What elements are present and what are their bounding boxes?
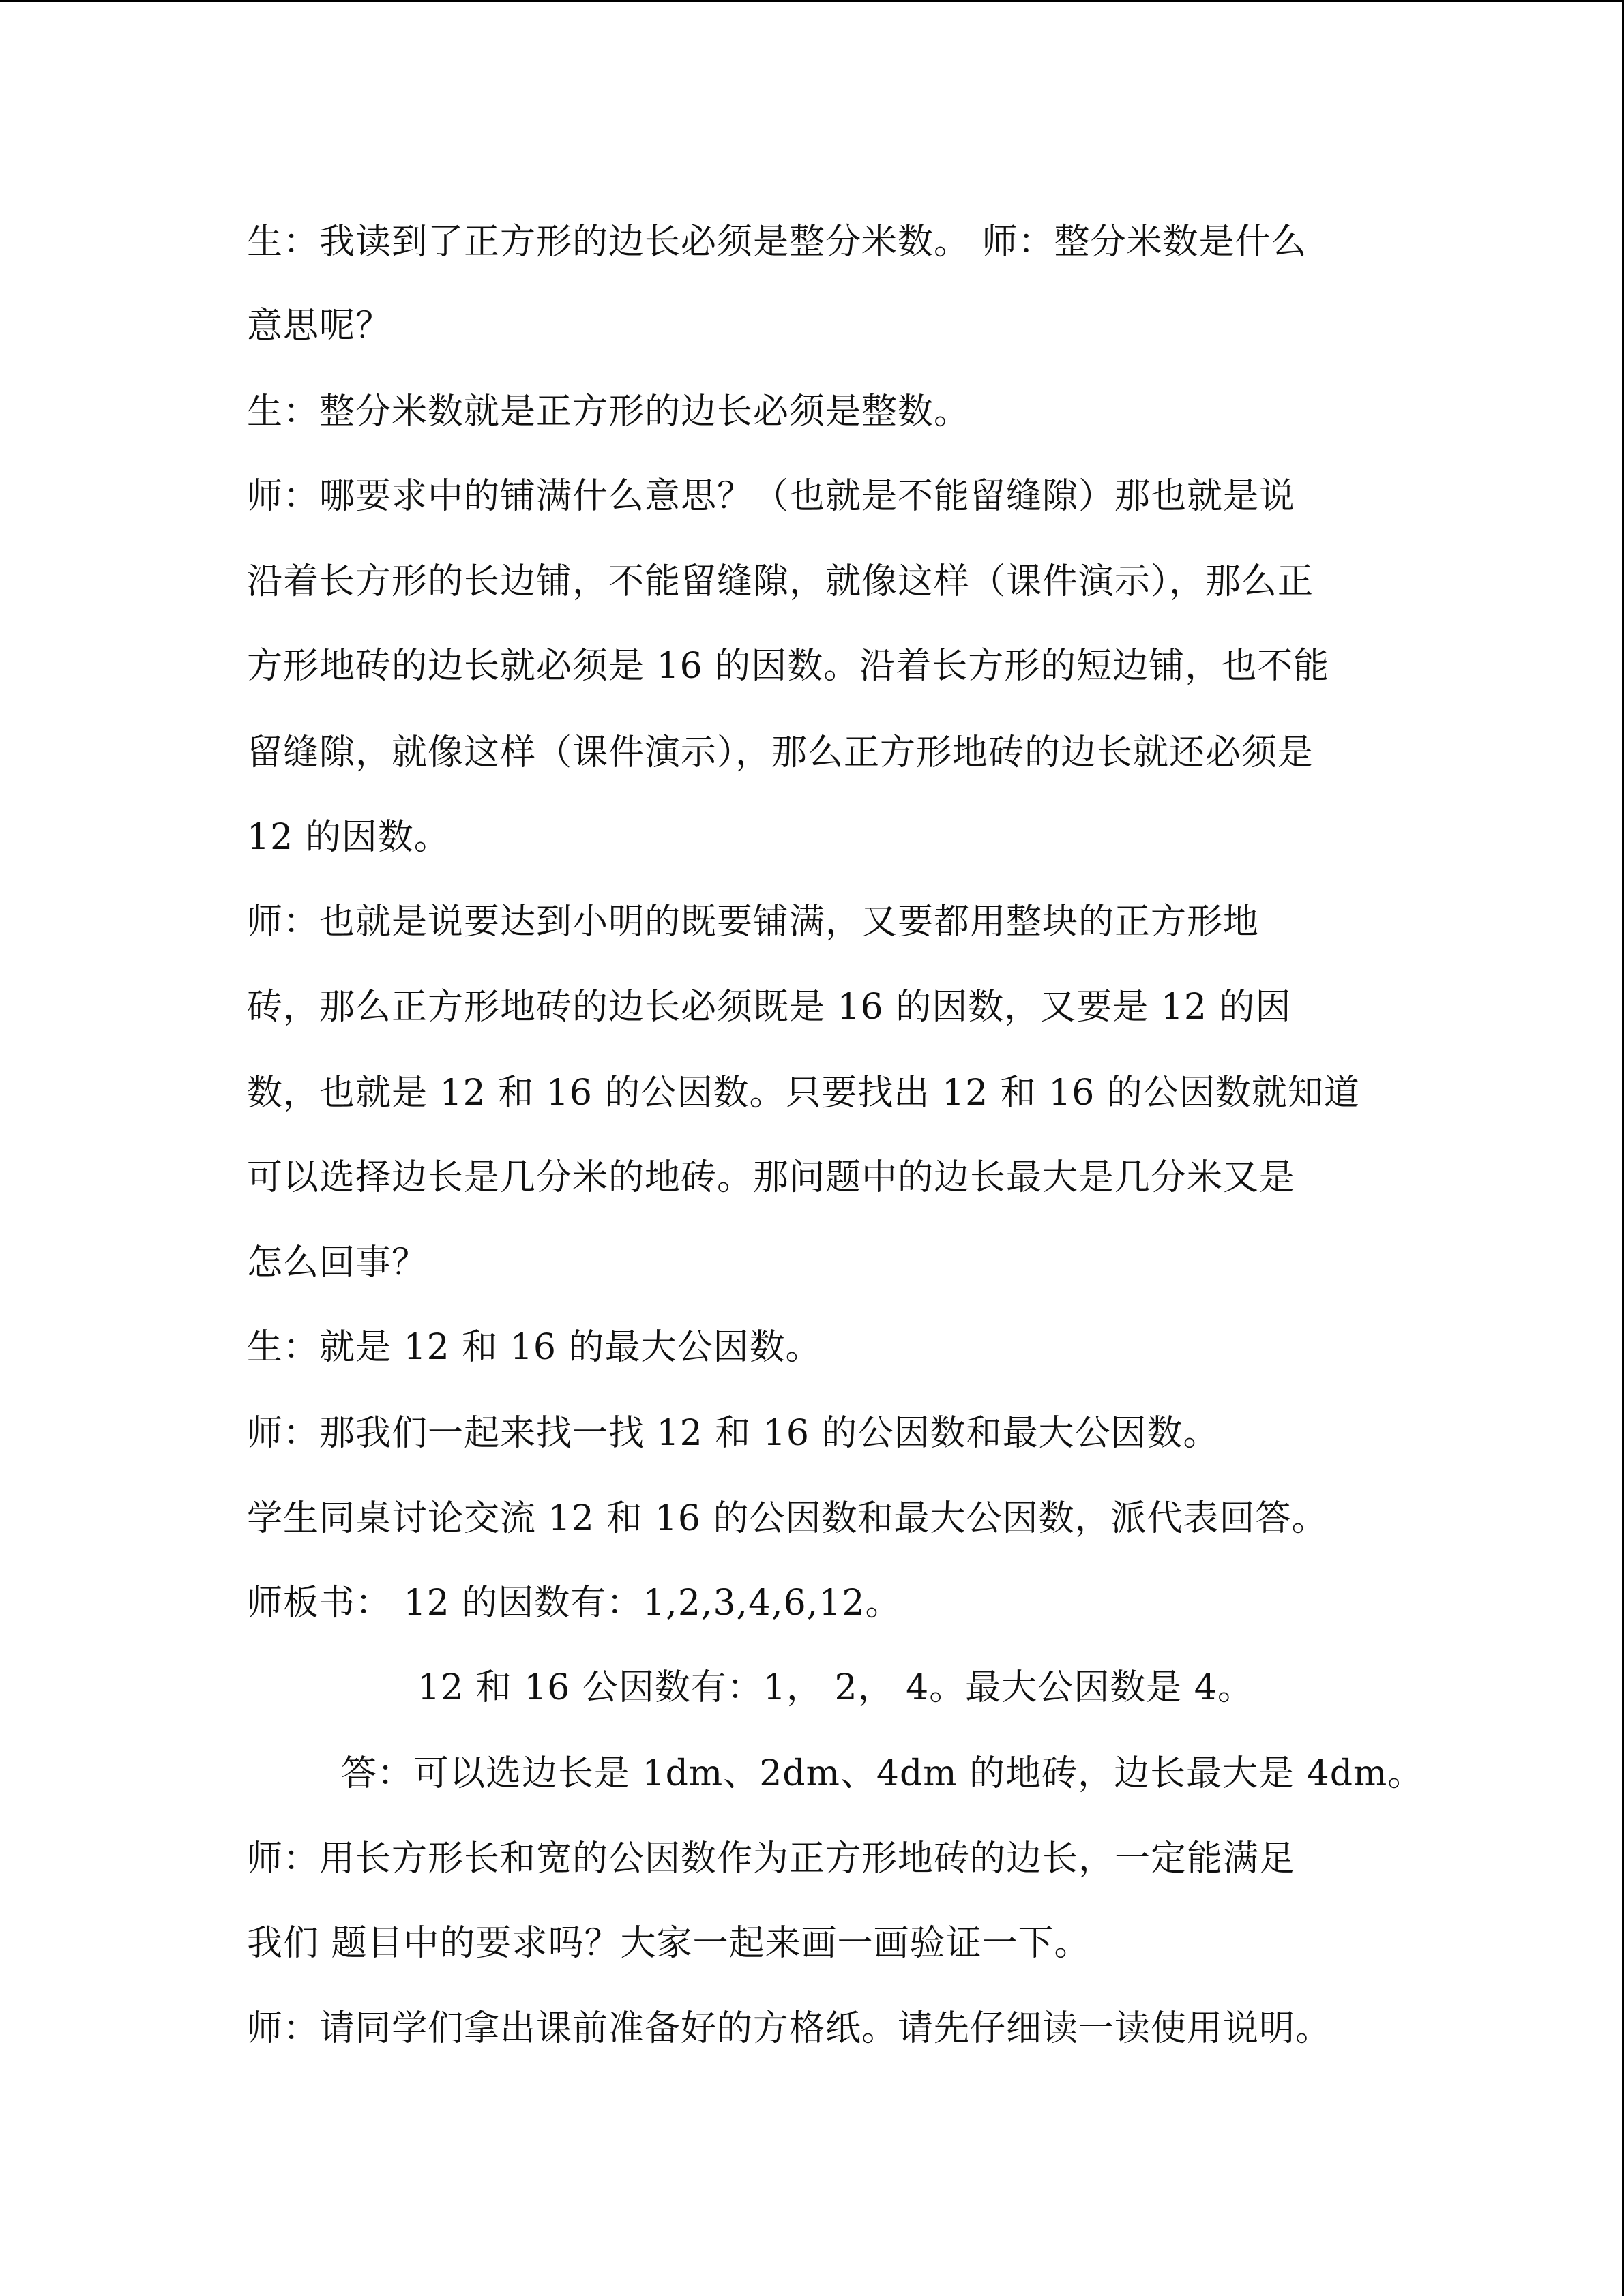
text-line: 师：用长方形长和宽的公因数作为正方形地砖的边长，一定能满足 bbox=[247, 1838, 1296, 1879]
text-line: 师：哪要求中的铺满什么意思？（也就是不能留缝隙）那也就是说 bbox=[247, 476, 1296, 517]
text-line: 师：也就是说要达到小明的既要铺满，又要都用整块的正方形地 bbox=[247, 901, 1260, 942]
text-line: 留缝隙，就像这样（课件演示），那么正方形地砖的边长就还必须是 bbox=[247, 732, 1314, 773]
text-line: 12 的因数。 bbox=[247, 817, 450, 858]
text-line: 砖，那么正方形地砖的边长必须既是 16 的因数，又要是 12 的因 bbox=[247, 987, 1292, 1028]
text-line: 意思呢？ bbox=[247, 305, 392, 346]
text-line: 答：可以选边长是 1dm、2dm、4dm 的地砖，边长最大是 4dm。 bbox=[341, 1753, 1424, 1794]
text-line: 生：就是 12 和 16 的最大公因数。 bbox=[247, 1327, 822, 1368]
text-line: 师：那我们一起来找一找 12 和 16 的公因数和最大公因数。 bbox=[247, 1413, 1220, 1454]
text-line: 师：请同学们拿出课前准备好的方格纸。请先仔细读一读使用说明。 bbox=[247, 2008, 1332, 2049]
text-line: 生：整分米数就是正方形的边长必须是整数。 bbox=[247, 391, 971, 432]
text-line: 12 和 16 公因数有：1， 2， 4。最大公因数是 4。 bbox=[417, 1667, 1254, 1708]
text-line: 方形地砖的边长就必须是 16 的因数。沿着长方形的短边铺，也不能 bbox=[247, 646, 1330, 687]
text-line: 可以选择边长是几分米的地砖。那问题中的边长最大是几分米又是 bbox=[247, 1157, 1296, 1198]
text-line: 师板书： 12 的因数有：1,2,3,4,6,12。 bbox=[247, 1583, 902, 1624]
text-line: 怎么回事？ bbox=[247, 1242, 428, 1283]
text-line: 数，也就是 12 和 16 的公因数。只要找出 12 和 16 的公因数就知道 bbox=[247, 1073, 1360, 1114]
text-line: 我们 题目中的要求吗？大家一起来画一画验证一下。 bbox=[247, 1923, 1091, 1964]
text-line: 学生同桌讨论交流 12 和 16 的公因数和最大公因数，派代表回答。 bbox=[247, 1498, 1328, 1539]
text-line: 沿着长方形的长边铺，不能留缝隙，就像这样（课件演示），那么正 bbox=[247, 561, 1314, 602]
text-line: 生：我读到了正方形的边长必须是整分米数。 师：整分米数是什么 bbox=[247, 222, 1308, 263]
